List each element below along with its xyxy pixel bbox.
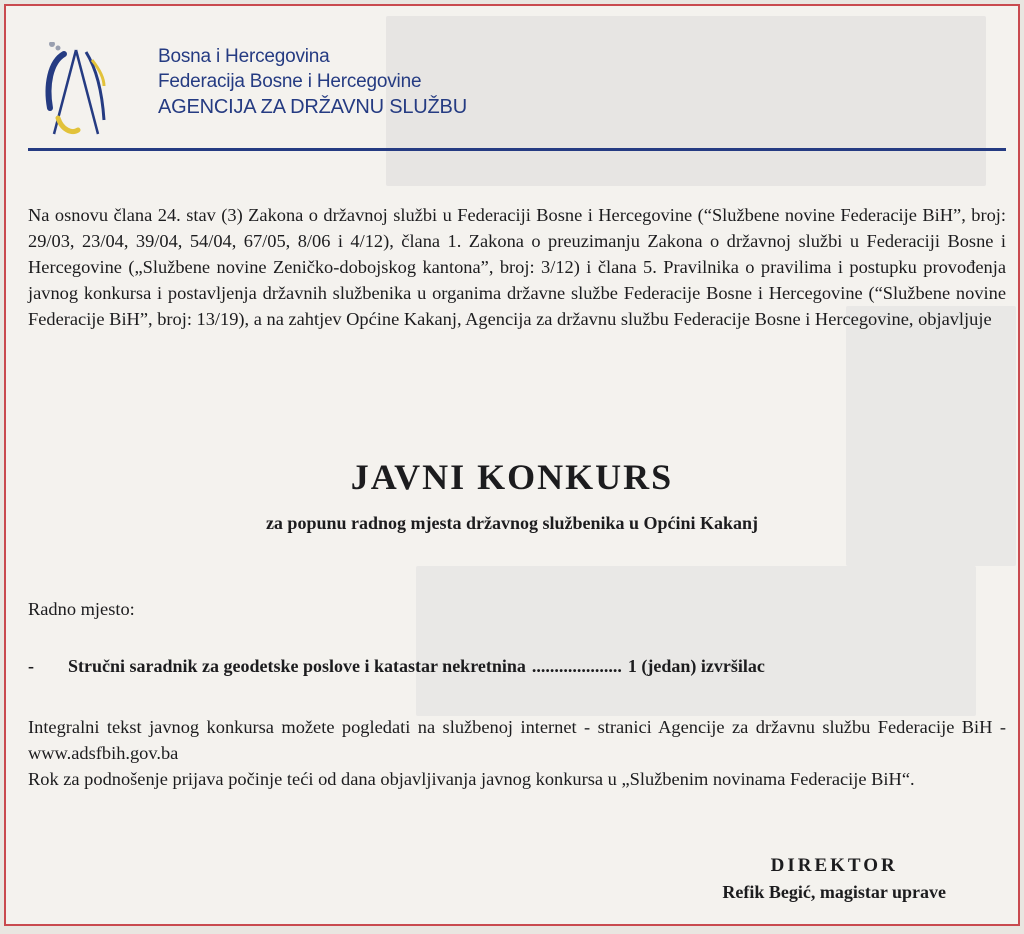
header-country: Bosna i Hercegovina — [158, 46, 330, 67]
announcement-subtitle: za popunu radnog mjesta državnog službenika u Općini Kakanj — [265, 513, 759, 533]
position-row — [28, 656, 1006, 677]
positions-label: Radno mjesto: — [28, 599, 135, 619]
agency-arch-logo-icon — [28, 42, 128, 142]
legal-basis-paragraph: Na osnovu člana 24. stav (3) Zakona o državnoj službi u Federaciji Bosne i Hercegovine (“Službene novine Federacije BiH”, broj: 29/03, 23/04, 39/04, 54/04, 67/05, 8/06 i 4/12), člana 1. Zakona o preuzimanju Zakona o državnoj službi u Federaciji Bosne i Hercegovine („Službene novine Zeničko-dobojskog kantona”, broj: 3/12) i člana 5. Pravilnika o pravilima i postupku provođenja javnog konkursa i postavljenja državnih službenika u organima državne službe Federacije Bosne i Hercegovine (“Službene novine Federacije BiH”, broj: 13/19), a na zahtjev Općine Kakanj, Agencija za državnu službu Federacije Bosne i Hercegovine, objavljuje — [28, 205, 1006, 329]
position-title: Stručni saradnik za geodetske poslove i katastar nekretnina — [68, 656, 526, 676]
position-dots: .................... — [531, 656, 622, 676]
signature-name: Refik Begić, magistar uprave — [722, 882, 946, 902]
agency-header — [28, 36, 1008, 156]
announcement-page — [4, 4, 1020, 926]
background-bleed-through — [416, 566, 976, 716]
header-divider — [28, 148, 1006, 151]
signature-block — [722, 853, 946, 905]
closing-section — [28, 714, 1006, 792]
announcement-title: JAVNI KONKURS — [350, 457, 674, 497]
header-agency-name: AGENCIJA ZA DRŽAVNU SLUŽBU — [158, 96, 467, 118]
integral-text-paragraph: Integralni tekst javnog konkursa možete pogledati na službenoj internet - stranici Agencije za državnu službu Federacije BiH - www.adsfbih.gov.ba — [28, 717, 1006, 763]
header-entity: Federacija Bosne i Hercegovine — [158, 71, 422, 92]
deadline-paragraph: Rok za podnošenje prijava počinje teći od dana objavljivanja javnog konkursa u „Službenim novinama Federacije BiH“. — [28, 769, 915, 789]
signature-role: DIREKTOR — [770, 855, 898, 876]
position-count: 1 (jedan) izvršilac — [627, 656, 765, 676]
list-dash: - — [28, 656, 34, 676]
